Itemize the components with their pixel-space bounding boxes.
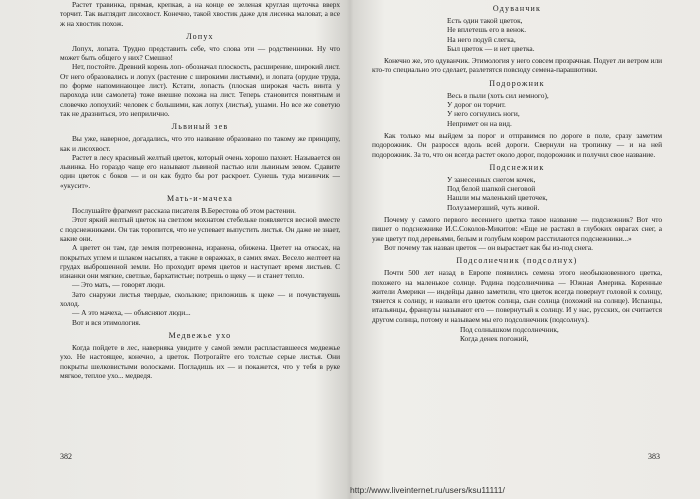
poem-line: Под солнышком подсолнечник,	[460, 325, 559, 335]
paragraph: Послушайте фрагмент рассказа писателя В.Берестова об этом растении.	[72, 206, 296, 216]
right-page-content	[372, 3, 662, 344]
poem	[447, 16, 662, 53]
paragraph: — А это мачеха, — объясняют люди...	[72, 308, 191, 318]
poem-line: Нашли мы маленький цветочек,	[447, 193, 548, 203]
poem-line: У занесенных снегом кочек,	[447, 174, 536, 184]
poem-line: У дорог он торчит.	[447, 100, 506, 110]
poem-line: Полузамерзший, чуть живой.	[447, 202, 540, 212]
poem-line: У него согнулись ноги,	[447, 109, 520, 119]
paragraph: Почему у самого первого весеннего цветка такое название — подснежник? Вот что пишет о подснежнике И.С.Соколов-Микитов: «Еще не растаял в глубоких оврагах снег, а уже цветут под деревьями, белым и голубым ковром расстилаются подснежники...»	[372, 215, 662, 243]
poem-line: Есть один такой цветок,	[447, 16, 523, 25]
section-title-medvezhe-ukho: Медвежье ухо	[168, 330, 232, 340]
poem-line: Непримет он на вид.	[447, 118, 512, 128]
paragraph: Этот яркий желтый цветок на светлом мохнатом стебельке появляется весной вместе с подснежниками. Он так торопится, что не успевает выпустить листья. Он даже не знает, какие они.	[60, 215, 340, 243]
paragraph: Когда пойдете в лес, наверняка увидите у самой земли распластавшееся медвежье ухо. Не настоящее, конечно, а цветок. Потрогайте его толстые серые листья. Они покрыты шелковистыми волосками. Погладишь их — и покажется, что у тебя в руке мягкое, теплое ухо... медведя.	[60, 342, 340, 380]
paragraph: Растет в лесу красивый желтый цветок, который очень хорошо пахнет. Называется он львинка. Но гораздо чаще его называют львиной пастью или львиным зевом. Сдавите один цветок с боков — и он как будто бы рот раскроет. Сунешь туда мизинчик — «укусит».	[60, 152, 340, 190]
paragraph: Вот почему так назван цветок — он вырастает как бы из-под снега.	[384, 242, 593, 252]
section-title-podsolnechnik: Подсолнечник (подсолнух)	[456, 256, 578, 266]
poem	[460, 325, 662, 344]
paragraph: Почти 500 лет назад в Европе появились семена этого необыкновенного цветка, похожего на маленькое солнце. Родина подсолнечника — Южная Америка. Коренные жители Америки — индейцы давно заметили, что цветок всегда повернут головой к солнцу, тянется к солнцу, и назвали его цветок солнца, сын солнца (похожий на солнце). Испанцы, итальянцы, французы называют его — повернутый к солнцу. И у нас, русских, он считается другом солнца, потому и называем мы его подсолнечник (подсолнух).	[372, 268, 662, 324]
paragraph: Конечно же, это одуванчик. Этимология у него совсем прозрачная. Подует ли ветром или кто-то специально это сделает, разлетятся повсюду семена-парашютики.	[372, 56, 662, 75]
page-number-right: 383	[648, 452, 660, 461]
source-watermark-url: http://www.liveinternet.ru/users/ksu11111/	[350, 485, 505, 495]
paragraph: Вы уже, наверное, догадались, что это название образовано по такому же принципу, как и лисохвост.	[60, 134, 340, 153]
poem-line: Под белой шапкой снеговой	[447, 184, 536, 194]
intro-paragraph: Растет травинка, прямая, крепкая, а на конце ее зеленая круглая щеточка вверх торчит. Так выглядит лисохвост. Конечно, такой хвостик даже для лисенка маловат, а все ж на хвостик похож.	[60, 0, 340, 28]
poem	[447, 91, 662, 128]
paragraph: Вот и вся этимология.	[72, 317, 141, 327]
section-title-lopukh: Лопух	[186, 31, 214, 41]
section-title-lvinyi-zev: Львиный зев	[171, 122, 229, 132]
right-page	[372, 0, 662, 480]
paragraph: А цветет он там, где земля потревожена, изранена, обижена. Цветет на откосах, на покрытых углем и шлаком насыпях, а также в овражках, в самих ямах. Весело желтеет на грудах выброшенной земли. Но проходит время цветов и наступает время листьев. С изнанки они мягкие, светлые, бархатистые; потрешь о щеку — и станет тепло.	[60, 243, 340, 281]
left-page	[60, 0, 340, 480]
poem-line: Когда денек погожий,	[460, 334, 529, 344]
paragraph: — Это мать, — говорят люди.	[72, 280, 165, 290]
left-page-content	[60, 0, 340, 380]
section-title-oduvanchik: Одуванчик	[492, 4, 542, 13]
page-number-left: 382	[60, 452, 72, 461]
poem-line: Был цветок — и нет цветка.	[447, 43, 535, 53]
poem-line: Не вплетешь его в венок.	[447, 25, 527, 35]
poem-line: На него подуй слегка,	[447, 34, 516, 44]
paragraph: Зато снаружи листья твердые, скользкие; приложишь к щеке — и почувствуешь холод.	[60, 289, 340, 309]
poem	[447, 175, 662, 212]
section-title-mat-i-machekha: Мать-и-мачеха	[167, 194, 233, 204]
section-title-podorozhnik: Подорожник	[489, 78, 545, 88]
poem-line: Весь в пыли (хоть сил немного),	[447, 90, 549, 100]
paragraph: Как только мы выйдем за порог и отправимся по дороге в поле, сразу заметим подорожник. Он разросся вдоль всей дороги. Свернули на тропинку — и на ней подорожник. За то, что он всегда растет около дорог, подорожник и получил свое название.	[372, 130, 662, 159]
paragraph: Лопух, лопата. Трудно представить себе, что слова эти — родственники. Ну что может быть общего у них? Смешно!	[60, 43, 340, 63]
paragraph: Нет, постойте. Древний корень лоп- обозначал плоскость, расширение, широкий лист. От него образовались и лопух (растение с широкими листьями), и лопата (орудие труда, по форме напоминающее лист). Кстати, лопасть (плоская широкая часть винта у парохода или самолета) тоже внешне похожа на лист. Теперь становится понятным и словечко лопоухий: человек с большими, как лопух (листья), ушами. Но все же советую так не дразниться, это неприлично.	[60, 62, 340, 118]
section-title-podsnezhnik: Подснежник	[489, 162, 545, 172]
